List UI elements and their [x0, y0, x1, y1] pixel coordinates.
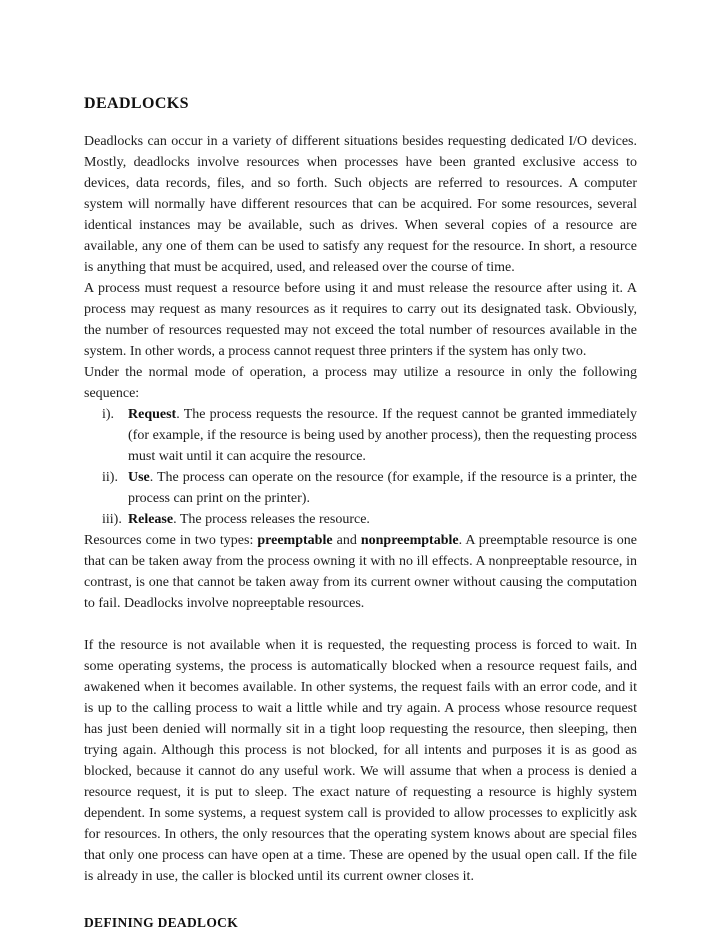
list-item-release	[84, 509, 637, 530]
list-text-use: . The process can operate on the resource (for example, if the resource is a printer, the process can print on the printer).	[128, 470, 637, 506]
paragraph-intro: Deadlocks can occur in a variety of different situations besides requesting dedicated I/O devices. Mostly, deadlocks involve resources when processes have been granted exclusive access to devices, data records, files, and so forth. Such objects are referred to resources. A computer system will normally have different resources that can be acquired. For some resources, several identical instances may be available, such as drives. When several copies of a resource are available, any one of them can be used to satisfy any request for the resource. In short, a resource is anything that must be acquired, used, and released over the course of time.	[84, 134, 637, 275]
resource-types-text: and	[332, 533, 361, 548]
resource-usage-list	[84, 404, 637, 530]
list-marker-iii: iii).	[102, 512, 122, 527]
page-title: DEADLOCKS	[84, 95, 189, 112]
list-marker-ii: ii).	[102, 470, 118, 485]
list-marker-i: i).	[102, 407, 115, 422]
resource-types-text: . A preemptable resource is one that can be taken away from the process owning it with no ill effects. A nonpreeptable resource, in contrast, is one that cannot be taken away from its current owner without causing the computation to fail. Deadlocks involve nopreeptable resources.	[84, 533, 638, 611]
resource-types-text: Resources come in two types:	[84, 533, 258, 548]
paragraph-request-release: A process must request a resource before using it and must release the resource after using it. A process may request as many resources as it requires to carry out its designated task. Obviously, the number of resources requested may not exceed the total number of resources available in the system. In other words, a process cannot request three printers if the system has only two.	[84, 281, 637, 359]
list-term-release: Release	[128, 512, 174, 527]
term-nonpreemptable: nonpreemptable	[360, 533, 459, 548]
list-item-request	[84, 404, 637, 467]
paragraph-sequence-intro: Under the normal mode of operation, a process may utilize a resource in only the following sequence:	[84, 365, 637, 401]
list-text-release: . The process releases the resource.	[173, 512, 370, 527]
term-preemptable: preemptable	[257, 533, 333, 548]
list-item-use	[84, 467, 637, 509]
list-text-request: . The process requests the resource. If the request cannot be granted immediately (for example, if the resource is being used by another process), then the requesting process must wait until it can acquire the resource.	[128, 407, 637, 464]
paragraph-resource-types	[84, 530, 637, 614]
subsection-title: DEFINING DEADLOCK	[84, 915, 238, 930]
list-term-request: Request	[128, 407, 177, 422]
paragraph-unavailable-resource: If the resource is not available when it is requested, the requesting process is forced to wait. In some operating systems, the process is automatically blocked when a resource request fails, and awakened when it becomes available. In other systems, the request fails with an error code, and it is up to the calling process to wait a little while and try again. A process whose resource request has just been denied will normally sit in a tight loop requesting the resource, then sleeping, then trying again. Although this process is not blocked, for all intents and purposes it is as good as blocked, because it cannot do any useful work. We will assume that when a process is denied a resource request, it is put to sleep. The exact nature of requesting a resource is highly system dependent. In some systems, a request system call is provided to allow processes to explicitly ask for resources. In others, the only resources that the operating system knows about are special files that only one process can have open at a time. These are opened by the usual open call. If the file is already in use, the caller is blocked until its current owner closes it.	[84, 638, 637, 884]
list-term-use: Use	[128, 470, 150, 485]
